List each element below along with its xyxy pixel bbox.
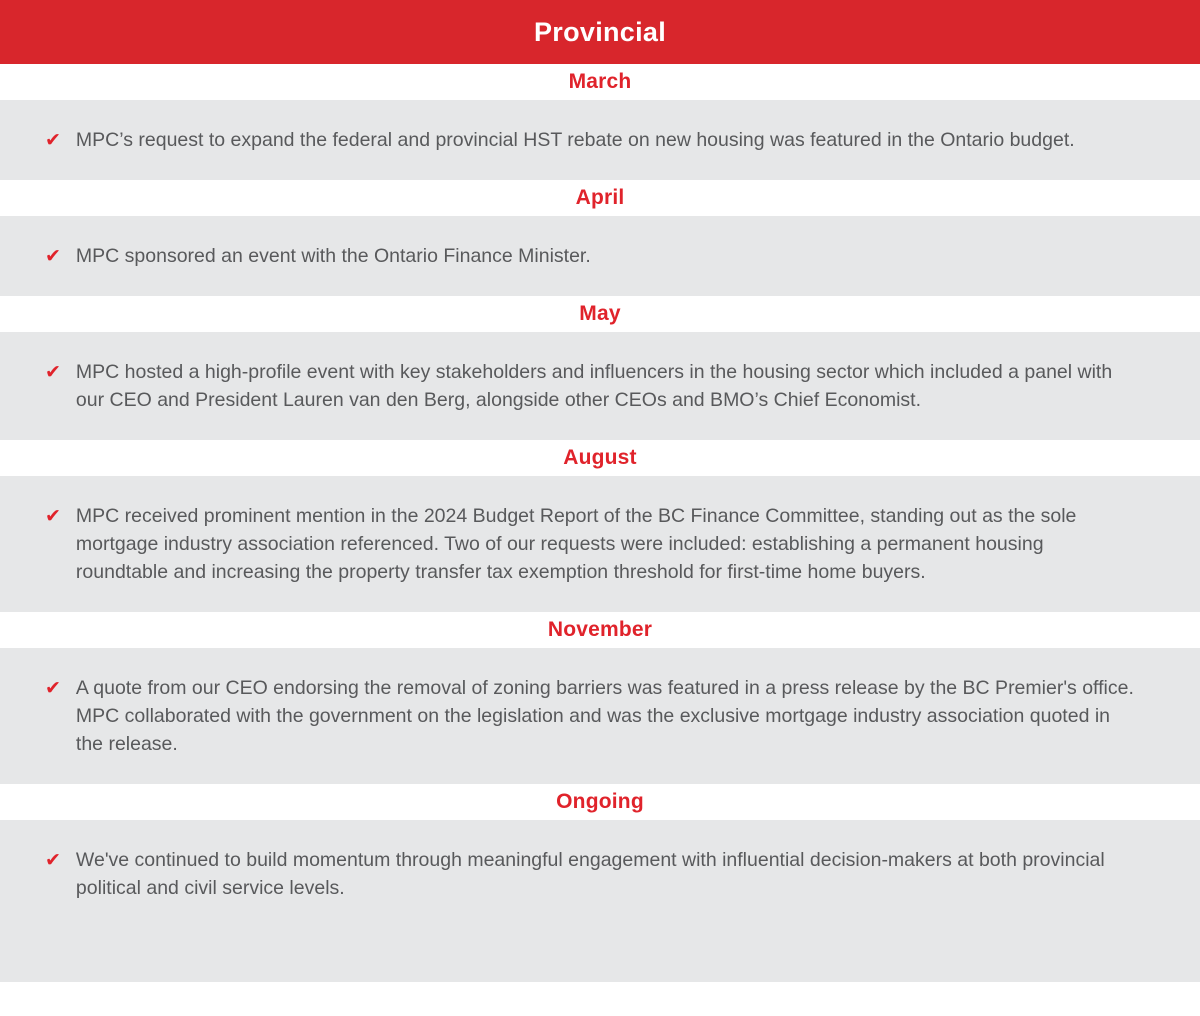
month-band [0, 296, 1200, 332]
month-band [0, 180, 1200, 216]
bullet-text: MPC sponsored an event with the Ontario Finance Minister. [75, 245, 591, 267]
section-march [0, 64, 1200, 180]
checkmark-icon: ✔ [45, 129, 61, 151]
month-band [0, 440, 1200, 476]
section-content-block [0, 820, 1200, 982]
month-heading: August [563, 446, 637, 469]
page-title: Provincial [533, 16, 667, 47]
bullet-item [45, 358, 1138, 414]
bullet-text: MPC hosted a high-profile event with key stakeholders and influencers in the housing sector which included a panel with our CEO and President Lauren van den Berg, alongside other CEOs and BMO’s Chief Economist. [75, 361, 1113, 411]
section-content-block [0, 648, 1200, 784]
checkmark-icon: ✔ [45, 245, 61, 267]
section-content-block [0, 100, 1200, 180]
month-heading: May [579, 302, 621, 325]
checkmark-icon: ✔ [45, 677, 61, 699]
month-band [0, 64, 1200, 100]
bullet-text: MPC received prominent mention in the 2024 Budget Report of the BC Finance Committee, standing out as the sole mortgage industry association referenced. Two of our requests were included: establishing a permanent housing roundtable and increasing the property transfer tax exemption threshold for first-time home buyers. [75, 505, 1077, 583]
month-heading: March [568, 70, 632, 93]
section-content-block [0, 332, 1200, 440]
month-heading: November [547, 618, 653, 641]
section-ongoing [0, 784, 1200, 982]
section-august [0, 440, 1200, 612]
section-may [0, 296, 1200, 440]
month-band [0, 612, 1200, 648]
checkmark-icon: ✔ [45, 849, 61, 871]
bullet-text: We've continued to build momentum through meaningful engagement with influential decision-makers at both provincial political and civil service levels. [75, 849, 1105, 899]
month-heading: Ongoing [556, 790, 644, 813]
bullet-item [45, 126, 1138, 154]
month-heading: April [575, 186, 625, 209]
checkmark-icon: ✔ [45, 361, 61, 383]
bullet-item [45, 242, 1138, 270]
bullet-text: MPC’s request to expand the federal and provincial HST rebate on new housing was featured in the Ontario budget. [75, 129, 1075, 151]
bullet-item [45, 502, 1138, 586]
bullet-item [45, 674, 1138, 758]
checkmark-icon: ✔ [45, 505, 61, 527]
month-band [0, 784, 1200, 820]
page-title-banner [0, 0, 1200, 64]
section-november [0, 612, 1200, 784]
section-content-block [0, 216, 1200, 296]
bullet-item [45, 846, 1138, 902]
bullet-text: A quote from our CEO endorsing the removal of zoning barriers was featured in a press release by the BC Premier's office. MPC collaborated with the government on the legislation and was the exclusive mortgage industry association quoted in the release. [75, 677, 1134, 755]
section-april [0, 180, 1200, 296]
section-content-block [0, 476, 1200, 612]
